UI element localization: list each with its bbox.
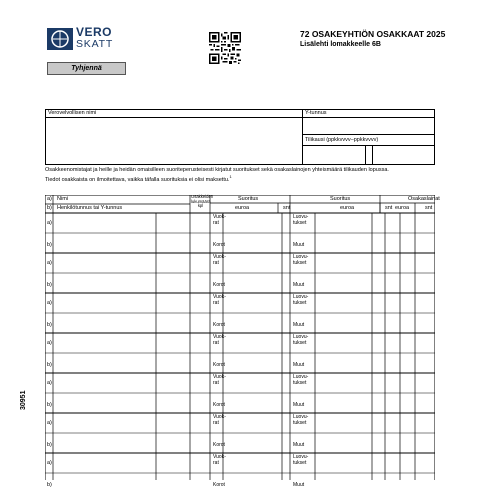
transfers-label: tukset xyxy=(293,380,307,386)
column-header-loans: Osakaslainat xyxy=(408,196,440,202)
shareholders-table xyxy=(45,194,440,488)
rent-label: rat xyxy=(213,260,219,266)
fiscal-period-end-field[interactable] xyxy=(373,146,434,164)
transfers-label: tukset xyxy=(293,420,307,426)
transfers-label: Luovu- xyxy=(293,254,309,260)
row-a-label: a) xyxy=(47,300,52,306)
shareholder-id-field[interactable] xyxy=(54,234,155,252)
shareholder-name-field[interactable] xyxy=(54,214,155,232)
info-text xyxy=(45,167,440,183)
column-header-payment-1: Suoritus xyxy=(238,196,259,202)
cent-header: snt xyxy=(385,205,393,211)
logo-text-top: VERO xyxy=(76,25,113,39)
rent-label: rat xyxy=(213,460,219,466)
info-paragraph: Osakkeenomistajat ja heille ja heidän omaisilleen suoriteperusteisesti kirjatut suoritukset sekä osakaslainojen yhteismäärä tilikauden lopussa. xyxy=(45,167,389,173)
business-id-field[interactable] xyxy=(303,118,434,134)
shareholder-name-field[interactable] xyxy=(54,294,155,312)
transfers-label: tukset xyxy=(293,260,307,266)
row-b-label: b) xyxy=(47,482,52,488)
share-count-field[interactable] xyxy=(157,454,189,492)
taxpayer-name-field[interactable] xyxy=(46,118,301,164)
shareholder-id-field[interactable] xyxy=(54,314,155,332)
rent-label: Vuok- xyxy=(213,374,226,380)
transfers-label: Luovu- xyxy=(293,214,309,220)
rent-label: rat xyxy=(213,340,219,346)
row-a-label: a) xyxy=(47,460,52,466)
row-b-label: b) xyxy=(47,362,52,368)
column-header-payment-2: Suoritus xyxy=(330,196,351,202)
qr-code-icon xyxy=(209,32,241,64)
shareholder-name-field[interactable] xyxy=(54,334,155,352)
other-label: Muut xyxy=(293,282,305,288)
row-a-label: a) xyxy=(47,340,52,346)
other-label: Muut xyxy=(293,322,305,328)
footnote-marker: 1 xyxy=(229,173,232,179)
rent-label: rat xyxy=(213,380,219,386)
other-label: Muut xyxy=(293,242,305,248)
transfers-label: tukset xyxy=(293,220,307,226)
row-a-label: a) xyxy=(47,220,52,226)
other-label: Muut xyxy=(293,442,305,448)
other-label: Muut xyxy=(293,482,305,488)
transfers-label: Luovu- xyxy=(293,374,309,380)
clear-button[interactable]: Tyhjennä xyxy=(47,62,126,75)
column-header-name: Nimi xyxy=(57,196,68,202)
form-title: 72 OSAKEYHTIÖN OSAKKAAT 2025 xyxy=(300,29,446,39)
header-row-b-label: b) xyxy=(47,205,52,211)
row-b-label: b) xyxy=(47,322,52,328)
euro-header: euroa xyxy=(235,205,250,211)
shareholder-name-field[interactable] xyxy=(54,374,155,392)
interest-label: Korot xyxy=(213,482,225,488)
interest-label: Korot xyxy=(213,322,225,328)
row-a-label: a) xyxy=(47,420,52,426)
other-label: Muut xyxy=(293,362,305,368)
interest-label: Korot xyxy=(213,362,225,368)
shareholder-id-field[interactable] xyxy=(54,274,155,292)
interest-label: Korot xyxy=(213,242,225,248)
shareholder-id-field[interactable] xyxy=(54,434,155,452)
divider xyxy=(365,145,366,165)
interest-label: Korot xyxy=(213,402,225,408)
other-label: Muut xyxy=(293,402,305,408)
transfers-label: Luovu- xyxy=(293,414,309,420)
share-count-field[interactable] xyxy=(157,414,189,452)
row-b-label: b) xyxy=(47,402,52,408)
shareholder-name-field[interactable] xyxy=(54,414,155,432)
form-code: 30951 xyxy=(20,390,27,410)
share-count-field[interactable] xyxy=(157,334,189,372)
taxpayer-name-label: Verovelvollisen nimi xyxy=(48,110,97,116)
shareholder-id-field[interactable] xyxy=(54,474,155,492)
row-b-label: b) xyxy=(47,242,52,248)
rent-label: Vuok- xyxy=(213,294,226,300)
euro-header: euroa xyxy=(395,205,410,211)
rent-label: Vuok- xyxy=(213,254,226,260)
header-row-a-label: a) xyxy=(47,196,52,202)
column-header-id: Henkilötunnus tai Y-tunnus xyxy=(57,205,123,211)
fiscal-period-start-field[interactable] xyxy=(303,146,365,164)
share-count-field[interactable] xyxy=(157,374,189,412)
share-count-field[interactable] xyxy=(157,254,189,292)
transfers-label: tukset xyxy=(293,460,307,466)
transfers-label: tukset xyxy=(293,300,307,306)
rent-label: rat xyxy=(213,220,219,226)
share-count-field[interactable] xyxy=(157,214,189,252)
row-b-label: b) xyxy=(47,282,52,288)
shareholder-name-field[interactable] xyxy=(54,454,155,472)
rent-label: rat xyxy=(213,300,219,306)
info-note xyxy=(45,174,440,183)
logo-text-bottom: SKATT xyxy=(76,38,114,50)
rent-label: Vuok- xyxy=(213,414,226,420)
cent-header: snt xyxy=(283,205,291,211)
column-header-shares: Osakkeiden lukumäärä kpl xyxy=(191,194,214,209)
shareholder-id-field[interactable] xyxy=(54,354,155,372)
interest-label: Korot xyxy=(213,282,225,288)
row-a-label: a) xyxy=(47,260,52,266)
form-subtitle: Lisälehti lomakkeelle 6B xyxy=(300,41,381,48)
rent-label: Vuok- xyxy=(213,454,226,460)
info-note-text: Tiedot osakkaista on ilmoitettava, vaikka täfalla suorituksia ei olisi maksettu. xyxy=(45,176,230,183)
fiscal-period-label: Tilikausi (ppkkvvvv–ppkkvvvv) xyxy=(305,137,379,143)
rent-label: Vuok- xyxy=(213,214,226,220)
transfers-label: Luovu- xyxy=(293,334,309,340)
shareholder-name-field[interactable] xyxy=(54,254,155,272)
transfers-label: Luovu- xyxy=(293,454,309,460)
interest-label: Korot xyxy=(213,442,225,448)
cent-header: snt xyxy=(425,205,433,211)
rent-label: Vuok- xyxy=(213,334,226,340)
rent-label: rat xyxy=(213,420,219,426)
shareholder-id-field[interactable] xyxy=(54,394,155,412)
row-a-label: a) xyxy=(47,380,52,386)
business-id-label: Y-tunnus xyxy=(305,110,327,116)
transfers-label: tukset xyxy=(293,340,307,346)
divider xyxy=(302,134,435,135)
transfers-label: Luovu- xyxy=(293,294,309,300)
row-b-label: b) xyxy=(47,442,52,448)
euro-header: euroa xyxy=(340,205,355,211)
share-count-field[interactable] xyxy=(157,294,189,332)
